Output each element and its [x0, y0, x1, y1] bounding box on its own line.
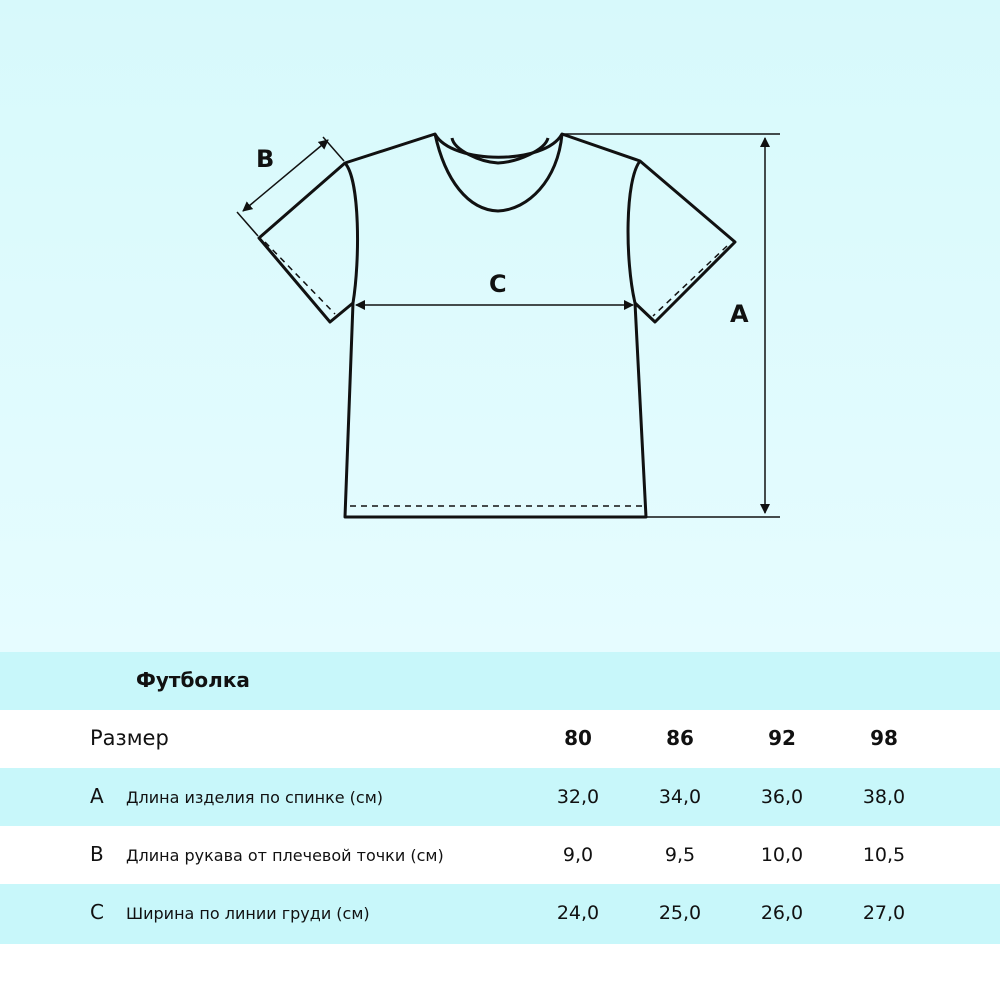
table-cell: 10,5	[862, 844, 906, 866]
row-letter: A	[90, 784, 104, 808]
row-letter: C	[90, 900, 104, 924]
table-row	[0, 884, 1000, 944]
table-cell: 9,5	[664, 844, 696, 866]
table-cell: 26,0	[760, 902, 804, 924]
label-c: C	[489, 270, 507, 298]
table-cell: 25,0	[658, 902, 702, 924]
sleeve-seam-right	[628, 161, 640, 303]
collar-inner	[452, 138, 548, 163]
sleeve-stitch-left	[265, 242, 335, 314]
table-cell: 9,0	[562, 844, 594, 866]
table-cell: 38,0	[862, 786, 906, 808]
size-header: 92	[768, 726, 796, 750]
size-header: 80	[564, 726, 592, 750]
size-header-row	[0, 710, 1000, 768]
table-title: Футболка	[136, 668, 250, 692]
row-label: Длина изделия по спинке (см)	[126, 788, 384, 807]
row-label: Ширина по линии груди (см)	[126, 904, 370, 923]
table-row	[0, 826, 1000, 884]
size-header: 86	[666, 726, 694, 750]
sleeve-seam-left	[345, 163, 358, 303]
label-b: B	[256, 145, 275, 173]
table-cell: 24,0	[556, 902, 600, 924]
table-cell: 34,0	[658, 786, 702, 808]
table-cell: 10,0	[760, 844, 804, 866]
table-title-row	[0, 652, 1000, 710]
table-cell: 36,0	[760, 786, 804, 808]
table-cell: 32,0	[556, 786, 600, 808]
row-label: Длина рукава от плечевой точки (см)	[126, 846, 444, 865]
row-letter: B	[90, 842, 104, 866]
tshirt-outline	[259, 134, 735, 517]
table-row	[0, 768, 1000, 826]
size-label: Размер	[90, 726, 169, 750]
label-a: A	[730, 300, 749, 328]
sleeve-stitch-right	[653, 246, 727, 316]
size-header: 98	[870, 726, 898, 750]
table-cell: 27,0	[862, 902, 906, 924]
